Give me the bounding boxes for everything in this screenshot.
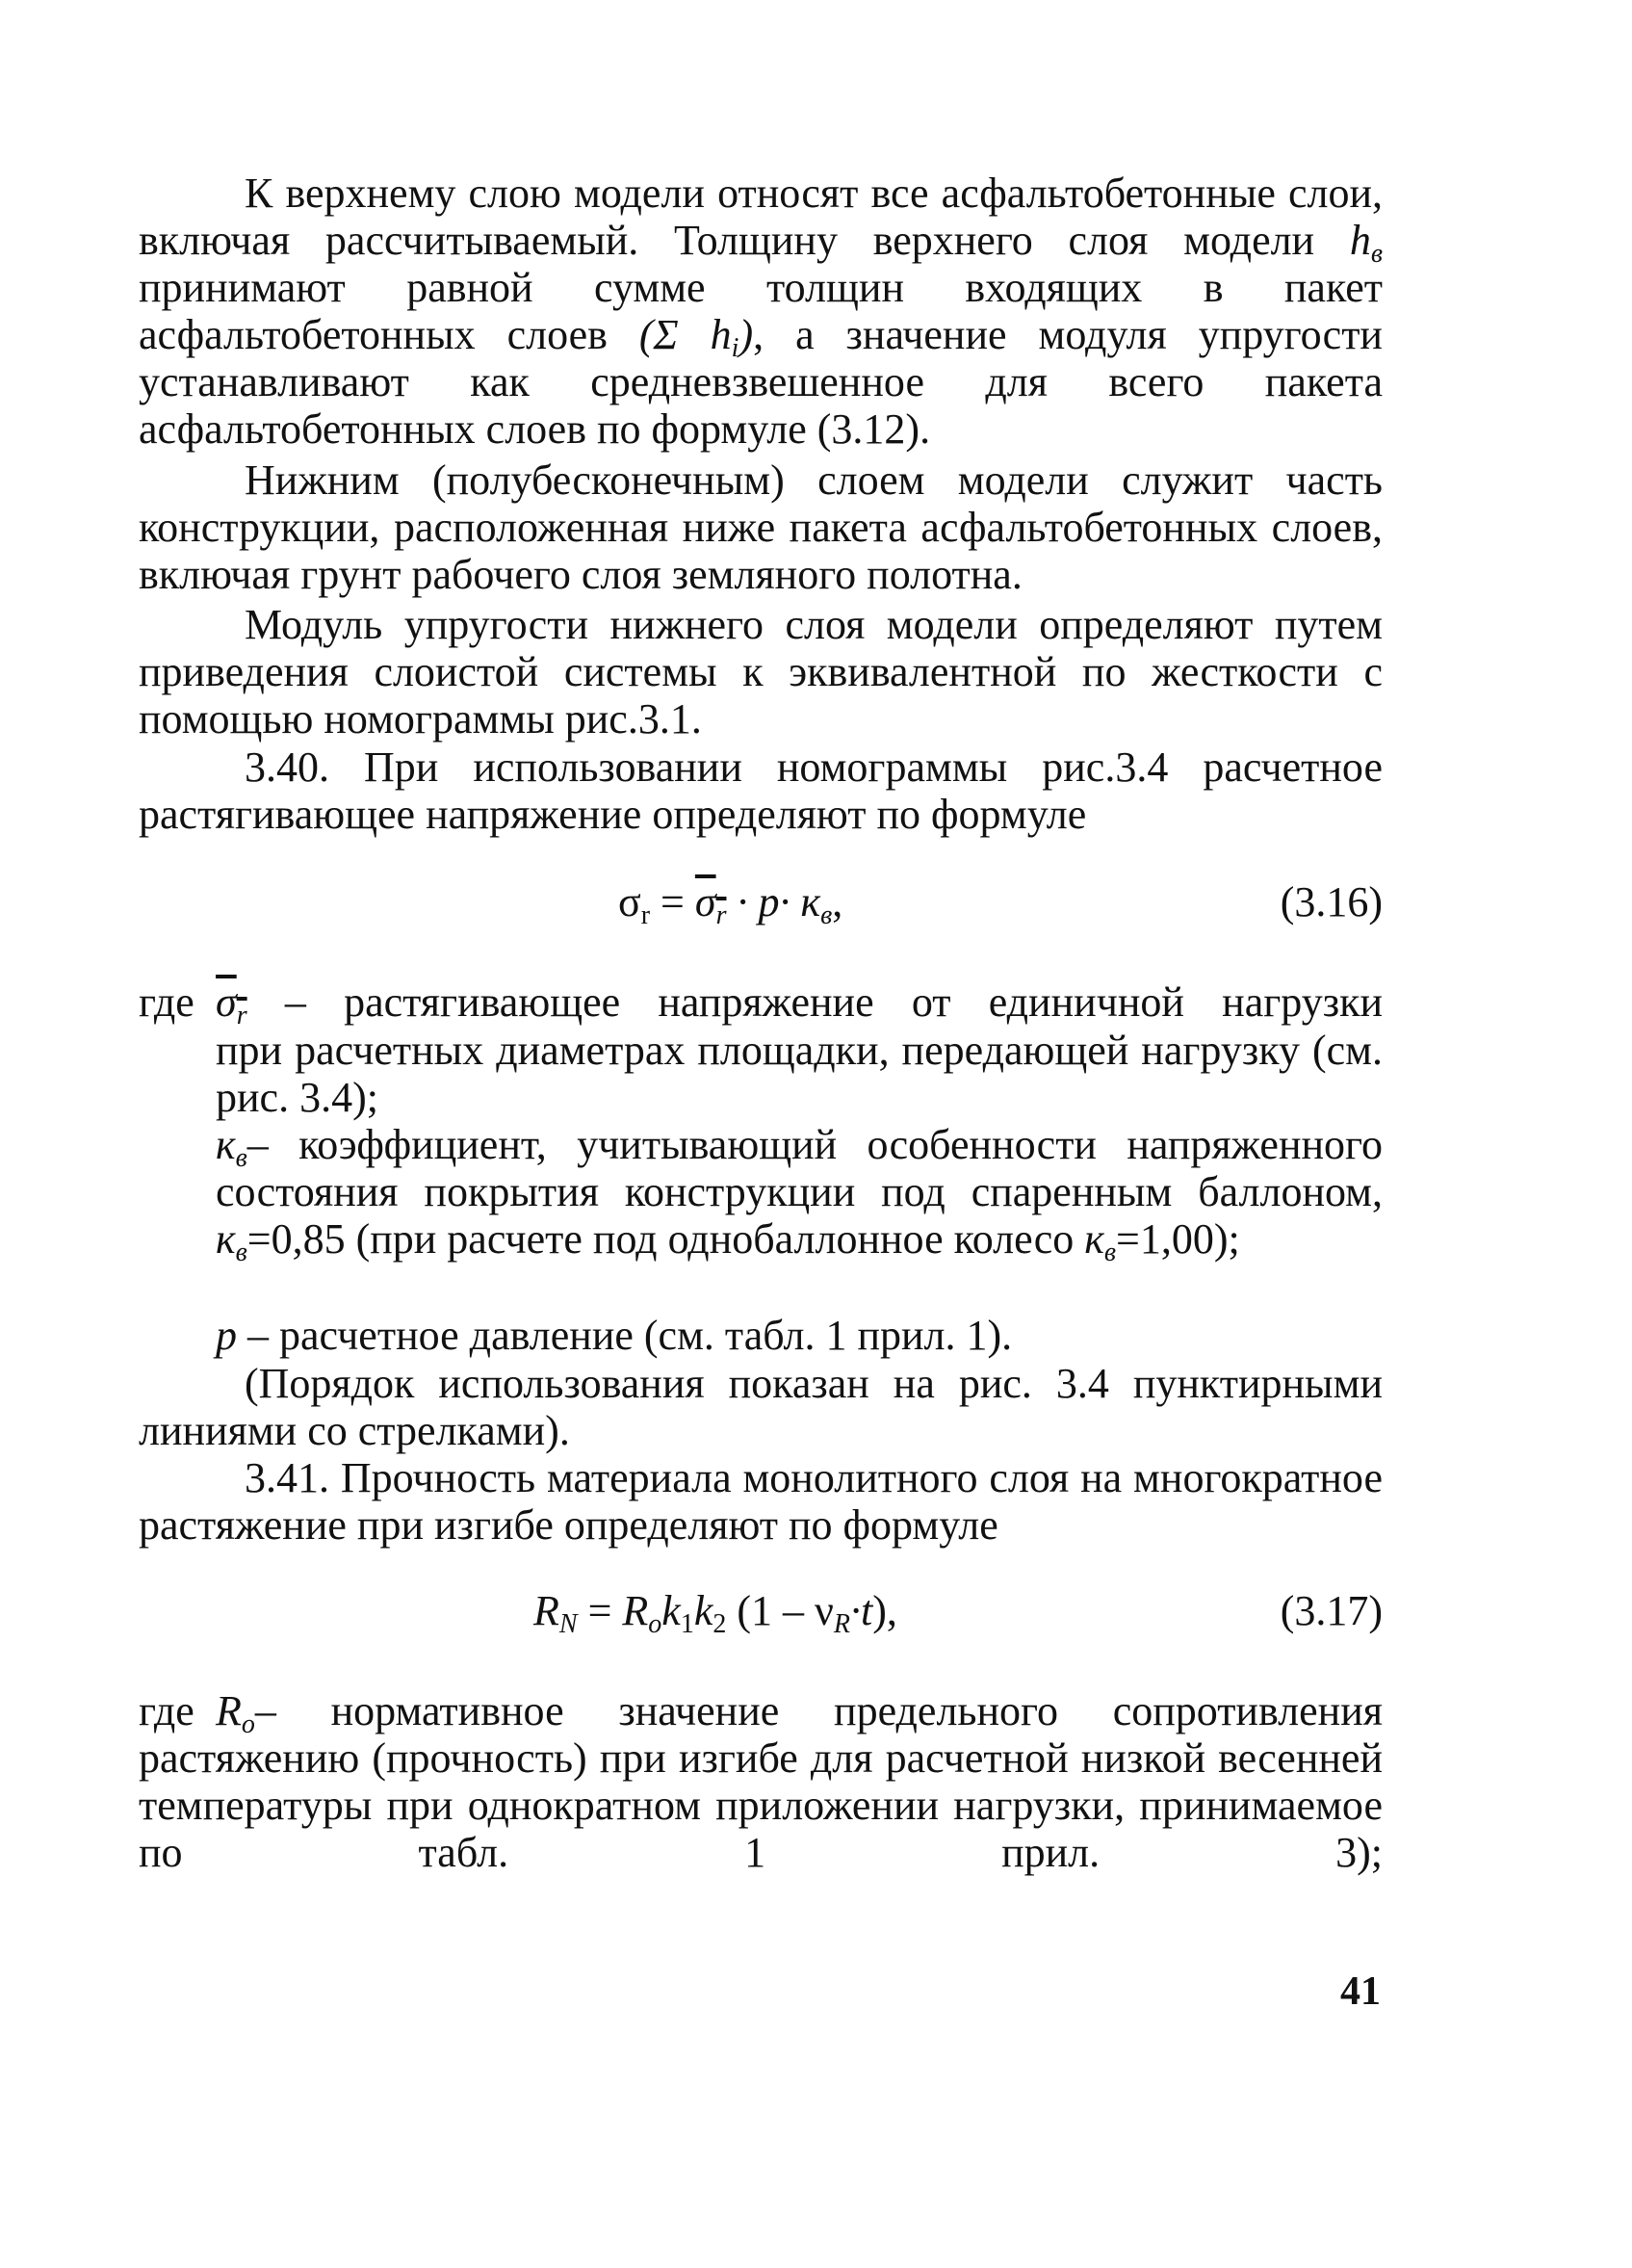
- definition-p: p – расчетное давление (см. табл. 1 прил. 1).: [216, 1312, 1013, 1359]
- definition-kv: $к_в-$ коэффициент, учитывающий особенности напряженного состояния покрытия конструкции под спаренным баллоном, $к_в=0,85$ (при расчете под однобаллонное колесо $к_в=1,00$);: [216, 1121, 1383, 1267]
- definition-sigma: где $\sigma_r$ – растягивающее напряжение от единичной нагрузки: [139, 978, 1383, 1030]
- symbol-h-v: $h_в$: [1349, 217, 1383, 269]
- paragraph-text: К верхнему слою модели относят все асфальтобетонные слои, включая рассчитываемый. Толщину верхнего слоя модели: [139, 169, 1383, 264]
- definition-ro: где $R_o-$ нормативное значение предельного сопротивления растяжению (прочность) при изгибе для расчетной низкой весенней температуры при однократном приложении нагрузки, принимаемое по табл. 1 прил. 3);: [139, 1687, 1383, 1876]
- paragraph-modulus: Модуль упругости нижнего слоя модели определяют путем приведения слоистой системы к эквивалентной по жесткости с помощью номограммы рис.3.1.: [139, 601, 1383, 743]
- paragraph-3-41: 3.41. Прочность материала монолитного слоя на многократное растяжение при изгибе определяют по формуле: [139, 1454, 1383, 1549]
- symbol-ro: $R_o$: [216, 1687, 255, 1739]
- definition-sigma-continued: при расчетных диаметрах площадки, передающей нагрузку (см. рис. 3.4);: [216, 1027, 1383, 1121]
- page-number: 41: [1340, 1969, 1381, 2014]
- symbol-kv: $к_в$: [216, 1121, 247, 1173]
- formula-expression: $\sigma_r = \sigma_r \cdot p\cdot к_в$,: [618, 878, 843, 930]
- paragraph-top-layer: [139, 169, 1383, 453]
- formula-3-17: [139, 1587, 1383, 1641]
- paragraph-note: (Порядок использования показан на рис. 3.4 пунктирными линиями со стрелками).: [139, 1360, 1383, 1454]
- formula-number: (3.17): [1280, 1587, 1383, 1634]
- paragraph-bottom-layer: Нижним (полубесконечным) слоем модели служит часть конструкции, расположенная ниже пакета асфальтобетонных слоев, включая грунт рабочего слоя земляного полотна.: [139, 456, 1383, 598]
- formula-3-16: [139, 878, 1383, 932]
- paragraph-3-40: 3.40. При использовании номограммы рис.3.4 расчетное растягивающее напряжение определяют по формуле: [139, 743, 1383, 838]
- sigma-bar: $\sigma_r$: [694, 878, 727, 930]
- formula-number: (3.16): [1280, 878, 1383, 925]
- symbol-sum-h: (Σ $h_i$): [638, 311, 754, 363]
- paragraph-text: , а значение модуля упругости устанавливают как средневзвешенное для всего пакета асфальтобетонных слоев по формуле (3.12).: [139, 311, 1383, 453]
- symbol-sigma-bar: $\sigma_r$: [216, 978, 247, 1030]
- symbol-p: p: [216, 1312, 237, 1359]
- formula-expression: $R_N = R_ok_1k_2$ $(1 - \nu_R\cdot t)$,: [533, 1587, 897, 1639]
- paragraph-text: принимают равной сумме толщин входящих в пакет асфальтобетонных слоев: [139, 264, 1383, 358]
